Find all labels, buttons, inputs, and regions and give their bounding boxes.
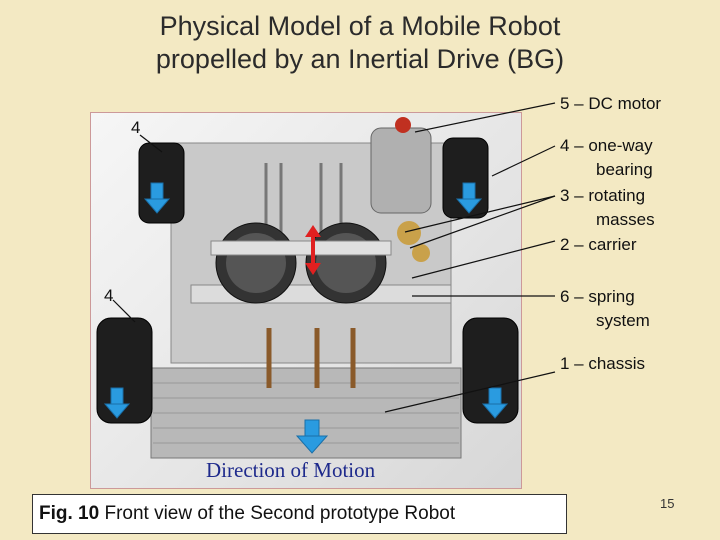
label-one-way-bearing-line1: 4 – one-way (560, 136, 653, 155)
label-one-way-bearing-line2: bearing (596, 160, 653, 179)
label-bearing-top: 4 (131, 118, 141, 137)
label-spring-system (560, 285, 650, 333)
direction-of-motion-label: Direction of Motion (206, 458, 376, 482)
title-line-1: Physical Model of a Mobile Robot (159, 11, 561, 41)
label-dc-motor: 5 – DC motor (560, 94, 662, 113)
label-rotating-masses-line1: 3 – rotating (560, 186, 646, 205)
title-line-2: propelled by an Inertial Drive (BG) (155, 44, 565, 74)
figure-caption (32, 494, 567, 534)
label-chassis: 1 – chassis (560, 354, 646, 373)
label-spring-system-line1: 6 – spring (560, 287, 635, 306)
figure-caption-text: Front view of the Second prototype Robot (99, 503, 456, 524)
label-carrier: 2 – carrier (560, 235, 637, 254)
label-one-way-bearing (560, 134, 653, 182)
label-spring-system-line2: system (596, 311, 650, 330)
label-rotating-masses (560, 184, 655, 232)
figure-number: Fig. 10 (39, 503, 100, 524)
label-bearing-mid: 4 (104, 286, 114, 305)
label-rotating-masses-line2: masses (596, 210, 655, 229)
page-number: 15 (660, 496, 675, 511)
